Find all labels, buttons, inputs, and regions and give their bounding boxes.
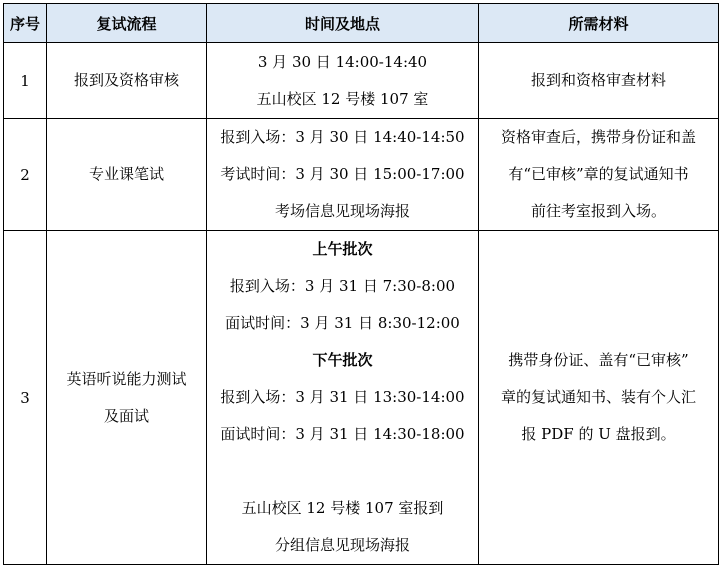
row-materials (479, 119, 719, 231)
location-line: 五山校区 12 号楼 107 室 (256, 89, 429, 108)
process-line: 报到及资格审核 (73, 71, 179, 89)
row-number: 1 (4, 43, 47, 119)
retest-schedule-table (3, 3, 719, 565)
exam-time-line: 考试时间：3 月 30 日 15:00-17:00 (220, 165, 465, 183)
row-materials (479, 231, 719, 565)
checkin-line: 报到入场：3 月 30 日 14:40-14:50 (220, 128, 465, 146)
row-number: 2 (4, 119, 47, 231)
process-line: 英语听说能力测试 (66, 369, 187, 388)
header-time-location: 时间及地点 (207, 4, 479, 43)
row-materials (479, 43, 719, 119)
materials-line: 携带身份证、盖有“已审核” (508, 351, 689, 369)
materials-line: 有“已审核”章的复试通知书 (508, 165, 689, 183)
row-number: 3 (4, 231, 47, 565)
table-header-row (4, 4, 719, 43)
group-info-line: 分组信息见现场海报 (274, 536, 410, 554)
materials-line: 报到和资格审查材料 (530, 71, 666, 89)
checkin-line: 报到入场：3 月 31 日 7:30-8:00 (229, 277, 456, 295)
row-process (47, 231, 207, 565)
morning-batch-title: 上午批次 (312, 240, 373, 258)
table-row (4, 43, 719, 119)
interview-time-line: 面试时间：3 月 31 日 14:30-18:00 (220, 425, 465, 443)
afternoon-batch-title: 下午批次 (312, 351, 373, 369)
blank-line (211, 453, 474, 490)
header-materials: 所需材料 (479, 4, 719, 43)
materials-line: 报 PDF 的 U 盘报到。 (521, 425, 676, 443)
interview-time-line: 面试时间：3 月 31 日 8:30-12:00 (225, 314, 460, 332)
materials-line: 章的复试通知书、装有个人汇 (500, 388, 696, 406)
location-line: 考场信息见现场海报 (274, 202, 410, 220)
header-number: 序号 (4, 4, 47, 43)
row-time-location (207, 43, 479, 119)
header-process: 复试流程 (47, 4, 207, 43)
row-time-location (207, 231, 479, 565)
table-row (4, 231, 719, 565)
process-line: 及面试 (103, 406, 149, 425)
materials-line: 前往考室报到入场。 (530, 202, 666, 220)
process-line: 专业课笔试 (88, 165, 164, 183)
row-process (47, 119, 207, 231)
checkin-line: 报到入场：3 月 31 日 13:30-14:00 (220, 388, 465, 406)
row-time-location (207, 119, 479, 231)
time-line: 3 月 30 日 14:00-14:40 (257, 52, 428, 71)
row-process (47, 43, 207, 119)
location-line: 五山校区 12 号楼 107 室报到 (241, 499, 444, 517)
materials-line: 资格审查后，携带身份证和盖 (500, 128, 696, 146)
table-row (4, 119, 719, 231)
